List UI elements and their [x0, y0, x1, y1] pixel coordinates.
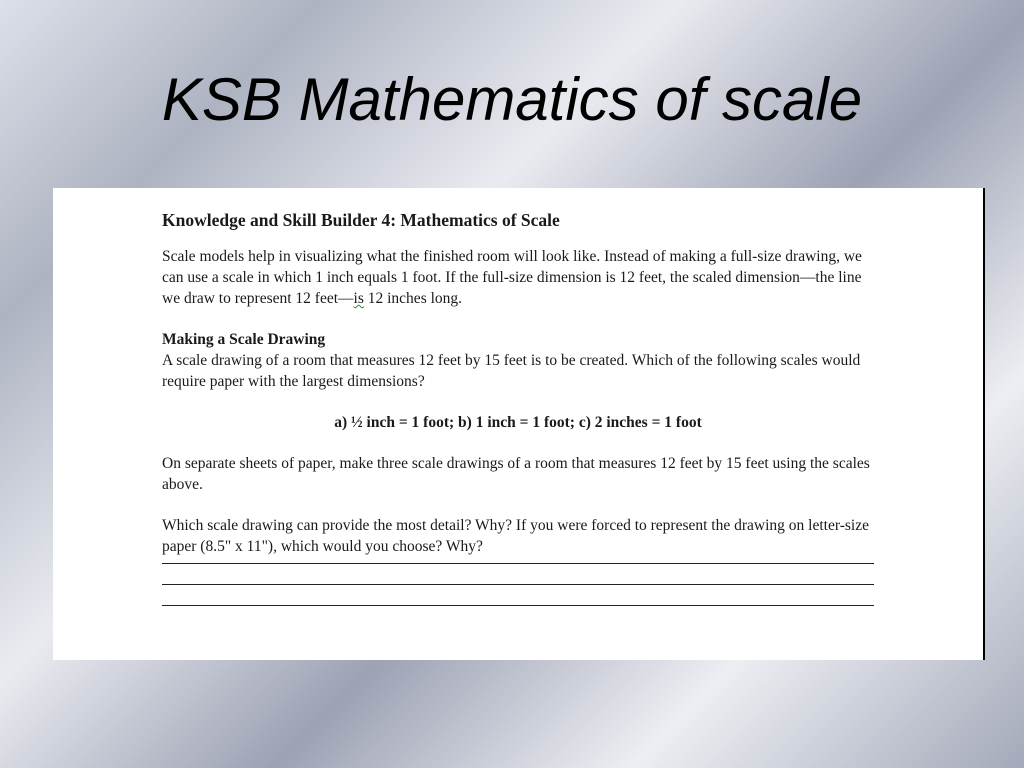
document-heading: Knowledge and Skill Builder 4: Mathematics of Scale [162, 210, 560, 230]
intro-paragraph [162, 246, 874, 309]
document-image [53, 188, 985, 660]
section-heading: Making a Scale Drawing [162, 331, 326, 348]
answer-line [162, 605, 874, 606]
document-content [162, 208, 874, 606]
slide-title: KSB Mathematics of scale [161, 66, 863, 133]
answer-line [162, 584, 874, 585]
question-paragraph: Which scale drawing can provide the most detail? Why? If you were forced to represent the drawing on letter-size paper (8.5" x 11"), which would you choose? Why? [162, 517, 869, 555]
intro-text: Scale models help in visualizing what the finished room will look like. Instead of making a full-size drawing, we can use a scale in which 1 inch equals 1 foot. If the full-size dimension is 12 feet, the scaled dimension—the line we draw to represent 12 feet— [162, 248, 862, 307]
answer-line [162, 563, 874, 564]
spellcheck-squiggle-word: is [353, 290, 364, 307]
instructions-paragraph: On separate sheets of paper, make three scale drawings of a room that measures 12 feet by 15 feet using the scales above. [162, 455, 870, 493]
section-paragraph: A scale drawing of a room that measures 12 feet by 15 feet is to be created. Which of the following scales would require paper with the largest dimensions? [162, 352, 861, 390]
scales-options: a) ½ inch = 1 foot; b) 1 inch = 1 foot; c) 2 inches = 1 foot [334, 414, 702, 431]
intro-text-end: 12 inches long. [363, 290, 463, 307]
